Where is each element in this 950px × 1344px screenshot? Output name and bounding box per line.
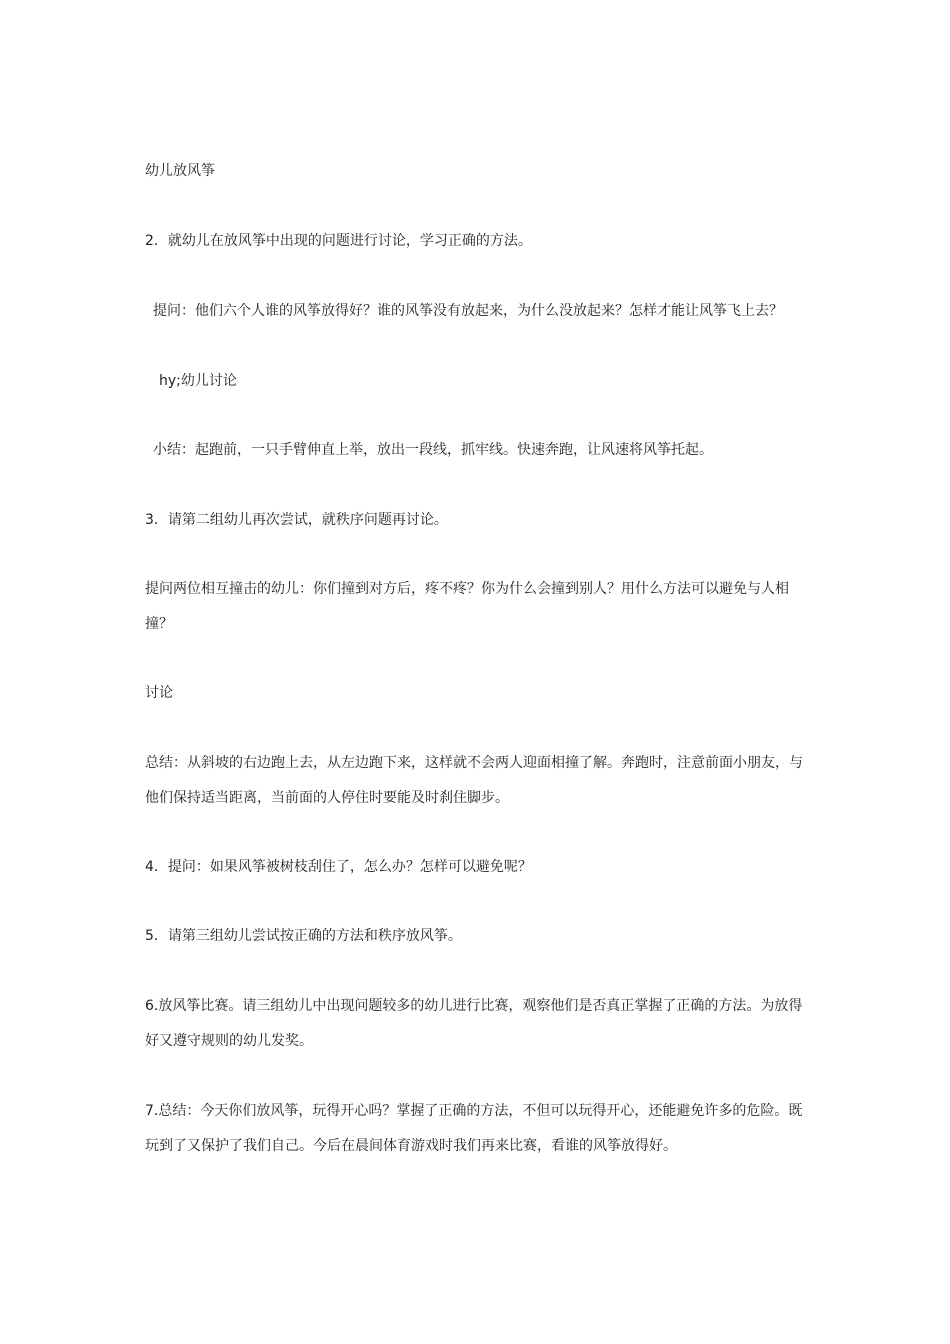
question-1 xyxy=(153,294,818,329)
step-3 xyxy=(145,503,810,538)
step-7-separator: . xyxy=(153,1103,159,1119)
section-title-text: 幼儿放风筝 xyxy=(145,163,215,179)
step-3-number: 3 xyxy=(145,512,154,528)
step-4-text: 提问：如果风筝被树枝刮住了，怎么办？怎样可以避免呢？ xyxy=(167,859,532,875)
step-6-number: 6 xyxy=(145,998,154,1014)
step-3-text: 请第二组幼儿再次尝试，就秩序问题再讨论。 xyxy=(167,512,448,528)
step-7-number: 7 xyxy=(145,1103,154,1119)
step-5-text: 请第三组幼儿尝试按正确的方法和秩序放风筝。 xyxy=(167,928,462,944)
summary-2 xyxy=(145,746,810,816)
discussion-2 xyxy=(145,676,810,711)
step-4-number: 4 xyxy=(145,859,154,875)
step-2 xyxy=(145,224,810,259)
question-2 xyxy=(145,572,810,642)
step-6 xyxy=(145,989,810,1059)
summary-2-text: 总结：从斜坡的右边跑上去，从左边跑下来，这样就不会两人迎面相撞了解。奔跑时，注意前面小朋友，与他们保持适当距离，当前面的人停住时要能及时刹住脚步。 xyxy=(145,755,803,806)
step-6-text: 放风筝比赛。请三组幼儿中出现问题较多的幼儿进行比赛，观察他们是否真正掌握了正确的方法。为放得好又遵守规则的幼儿发奖。 xyxy=(145,998,803,1049)
discussion-1-prefix: hy; xyxy=(159,373,181,389)
step-3-separator: ． xyxy=(153,512,168,528)
step-2-separator: ． xyxy=(153,233,168,249)
step-5-number: 5 xyxy=(145,928,154,944)
step-2-number: 2 xyxy=(145,233,154,249)
step-7-text: 总结：今天你们放风筝，玩得开心吗？掌握了正确的方法，不但可以玩得开心，还能避免许多的危险。既玩到了又保护了我们自己。今后在晨间体育游戏时我们再来比赛，看谁的风筝放得好。 xyxy=(145,1103,803,1154)
step-5-separator: ． xyxy=(153,928,168,944)
discussion-1-text: 幼儿讨论 xyxy=(180,373,237,389)
discussion-1 xyxy=(159,364,824,399)
question-2-text: 提问两位相互撞击的幼儿：你们撞到对方后，疼不疼？你为什么会撞到别人？用什么方法可以避免与人相撞？ xyxy=(145,581,789,632)
step-6-separator: . xyxy=(153,998,159,1014)
discussion-2-text: 讨论 xyxy=(145,685,173,701)
summary-1 xyxy=(153,433,818,468)
step-7 xyxy=(145,1094,810,1164)
step-2-text: 就幼儿在放风筝中出现的问题进行讨论，学习正确的方法。 xyxy=(167,233,532,249)
step-5 xyxy=(145,919,810,954)
question-1-text: 提问：他们六个人谁的风筝放得好？谁的风筝没有放起来，为什么没放起来？怎样才能让风筝飞上去？ xyxy=(153,303,783,319)
step-4-separator: ． xyxy=(153,859,168,875)
section-title xyxy=(145,154,810,189)
step-4 xyxy=(145,850,810,885)
summary-1-text: 小结：起跑前，一只手臂伸直上举，放出一段线，抓牢线。快速奔跑，让风速将风筝托起。 xyxy=(153,442,713,458)
